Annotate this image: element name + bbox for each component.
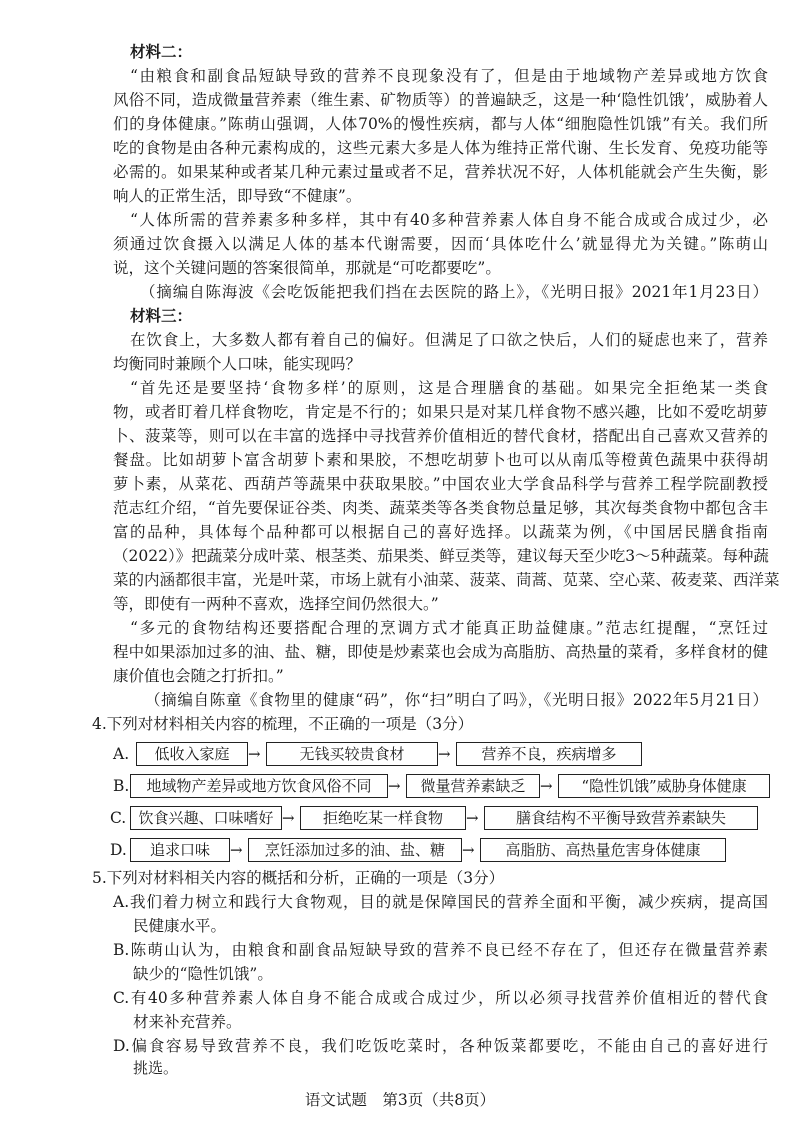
flow-box: 地域物产差异或地方饮食风俗不同 [130,774,388,798]
m2-p1-line3: 们的身体健康。”陈萌山强调，人体70%的慢性疾病，都与人体“细胞隐性饥饿”有关。我们所 [113,115,768,133]
q5-option-c-line2: 材来补充营养。 [133,1013,242,1031]
material2-heading: 材料二： [130,42,193,61]
flow-box: 膳食结构不平衡导致营养素缺失 [484,806,758,830]
m3-p2-line5: 萝卜素，从菜花、西葫芦等蔬果中获取果胶。”中国农业大学食品科学与营养工程学院副教授 [113,475,768,493]
arrow-icon: → [282,809,295,827]
flow-box: 高脂肪、高热量危害身体健康 [480,838,726,862]
flow-box: 营养不良，疾病增多 [456,742,642,766]
flow-box: 烹饪添加过多的油、盐、糖 [248,838,462,862]
material2-source: （摘编自陈海波《会吃饭能把我们挡在去医院的路上》，《光明日报》2021年1月23日） [140,283,768,301]
page-footer: 语文试题 第3页（共8页） [304,1091,496,1109]
m3-p1-line1: 在饮食上，大多数人都有着自己的偏好。但满足了口欲之快后，人们的疑虑也来了，营养 [130,331,768,349]
q4-option-d[interactable] [0,838,800,864]
q5-option-b-line2: 缺少的“隐性饥饿”。 [133,965,273,983]
q5-option-b-line1: B.陈萌山认为，由粮食和副食品短缺导致的营养不良已经不存在了，但还存在微量营养素 [113,941,768,959]
material3-source: （摘编自陈童《食物里的健康“码”，你“扫”明白了吗》，《光明日报》2022年5月21日） [145,691,768,709]
m3-p2-line9: 菜的内涵都很丰富，光是叶菜，市场上就有小油菜、菠菜、茼蒿、苋菜、空心菜、莜麦菜、西洋菜 [113,571,780,589]
q5-stem: 5.下列对材料相关内容的概括和分析，正确的一项是（3分） [92,869,505,887]
arrow-icon: → [438,745,451,763]
q5-option-d-line1: D.偏食容易导致营养不良，我们吃饭吃菜时，各种饭菜都要吃，不能由自己的喜好进行 [113,1037,768,1055]
m3-p2-line3: 卜、菠菜等，则可以在丰富的选择中寻找营养价值相近的替代食材，搭配出自己喜欢又营养的 [113,427,768,445]
arrow-icon: → [388,777,401,795]
m3-p2-line7: 富的品种，具体每个品种都可以根据自己的喜好选择。以蔬菜为例，《中国居民膳食指南 [113,523,768,541]
flow-box: 追求口味 [130,838,230,862]
q4-stem: 4.下列对材料相关内容的梳理，不正确的一项是（3分） [92,715,474,733]
q5-option-a-line2: 民健康水平。 [133,917,227,935]
flow-box: 无钱买较贵食材 [266,742,438,766]
q4-option-a[interactable] [0,742,800,768]
q4-option-b[interactable] [0,774,800,800]
m3-p2-line6: 范志红介绍，“首先要保证谷类、肉类、蔬菜类等各类食物总量足够，其次每类食物中都包含丰 [113,499,768,517]
m3-p3-line1: “多元的食物结构还要搭配合理的烹调方式才能真正助益健康。”范志红提醒，“烹饪过 [130,619,768,637]
q4-option-c[interactable] [0,806,800,832]
m3-p1-line2: 均衡同时兼顾个人口味，能实现吗？ [113,355,362,373]
arrow-icon: → [462,841,475,859]
arrow-icon: → [466,809,479,827]
flow-box: 低收入家庭 [136,742,248,766]
flow-box: 拒绝吃某一样食物 [300,806,466,830]
flow-box: “隐性饥饿”威胁身体健康 [558,774,770,798]
flow-box: 饮食兴趣、口味嗜好 [130,806,282,830]
m3-p3-line3: 康价值也会随之打折扣。” [113,667,284,685]
arrow-icon: → [248,745,261,763]
flow-box: 微量营养素缺乏 [406,774,540,798]
arrow-icon: → [230,841,243,859]
q5-option-c-line1: C.有40多种营养素人体自身不能合成或合成过少，所以必须寻找营养价值相近的替代食 [113,989,768,1007]
q5-option-d-line2: 挑选。 [133,1059,179,1077]
m3-p2-line10: 等，即使有一两种不喜欢，选择空间仍然很大。” [113,595,439,613]
m2-p1-line6: 响人的正常生活，即导致“不健康”。 [113,187,362,205]
m2-p2-line3: 说，这个关键问题的答案很简单，那就是“可吃都要吃”。 [113,259,501,277]
m2-p1-line2: 风俗不同，造成微量营养素（维生素、矿物质等）的普遍缺乏，这是一种‘隐性饥饿’，威胁着人 [113,91,768,109]
m2-p2-line2: 须通过饮食摄入以满足人体的基本代谢需要，因而‘具体吃什么’就显得尤为关键。”陈萌山 [113,235,768,253]
m2-p1-line1: “由粮食和副食品短缺导致的营养不良现象没有了，但是由于地域物产差异或地方饮食 [130,67,768,85]
arrow-icon: → [540,777,553,795]
m2-p1-line5: 必需的。如果某种或者某几种元素过量或者不足，营养状况不好，人体机能就会产生失衡，影 [113,163,768,181]
option-label: C. [110,809,127,827]
q5-option-a-line1: A.我们着力树立和践行大食物观，目的就是保障国民的营养全面和平衡，减少疾病，提高国 [113,893,768,911]
m2-p1-line4: 吃的食物是由各种元素构成的，这些元素大多是人体为维持正常代谢、生长发育、免疫功能等 [113,139,768,157]
m2-p2-line1: “人体所需的营养素多种多样，其中有40多种营养素人体自身不能合成或合成过少，必 [130,211,768,229]
material3-heading: 材料三： [130,306,193,325]
m3-p2-line4: 餐盘。比如胡萝卜富含胡萝卜素和果胶，不想吃胡萝卜也可以从南瓜等橙黄色蔬果中获得胡 [113,451,768,469]
m3-p2-line1: “首先还是要坚持‘食物多样’的原则，这是合理膳食的基础。如果完全拒绝某一类食 [130,379,768,397]
option-label: D. [110,841,127,859]
m3-p2-line8: （2022）》把蔬菜分成叶菜、根茎类、茄果类、鲜豆类等，建议每天至少吃3～5种蔬菜。每种蔬 [113,547,769,565]
m3-p3-line2: 程中如果添加过多的油、盐、糖，即使是炒素菜也会成为高脂肪、高热量的菜肴，多样食材的健 [113,643,768,661]
m3-p2-line2: 物，或者盯着几样食物吃，肯定是不行的；如果只是对某几样食物不感兴趣，比如不爱吃胡萝 [113,403,768,421]
option-label: A. [113,745,130,763]
option-label: B. [113,777,130,795]
